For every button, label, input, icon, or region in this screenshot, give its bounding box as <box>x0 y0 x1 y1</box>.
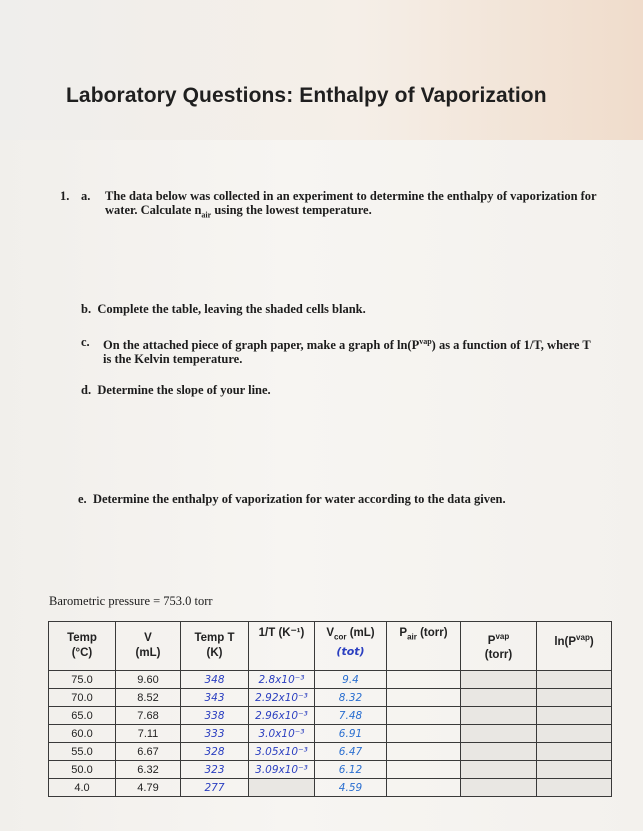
item-c-text: On the attached piece of graph paper, make a graph of $\ln(P^{vap})$ as a function of 1/T, where T is the Kelvin temperature. <box>103 337 591 367</box>
cell-ln-pvap <box>537 761 612 779</box>
header-volume: V (mL) <box>116 622 181 671</box>
cell-pvap <box>461 707 537 725</box>
cell-inverse-t <box>249 779 315 797</box>
cell-temp-c: 4.0 <box>49 779 116 797</box>
cell-volume: 7.11 <box>116 725 181 743</box>
cell-pair <box>387 707 461 725</box>
cell-temp-c: 70.0 <box>49 689 116 707</box>
cell-ln-pvap <box>537 671 612 689</box>
header-inverse-t: 1/T (K⁻¹) <box>249 622 315 671</box>
cell-pair <box>387 671 461 689</box>
item-e: e. Determine the enthalpy of vaporization for water according to the data given. <box>78 492 506 506</box>
cell-ln-pvap <box>537 689 612 707</box>
barometric-pressure: Barometric pressure = 753.0 torr <box>49 594 213 608</box>
cell-ln-pvap <box>537 707 612 725</box>
cell-temp-c: 60.0 <box>49 725 116 743</box>
cell-volume: 8.52 <box>116 689 181 707</box>
cell-pair <box>387 779 461 797</box>
cell-vcor: 6.91 <box>315 725 387 743</box>
cell-ln-pvap <box>537 743 612 761</box>
cell-temp-c: 50.0 <box>49 761 116 779</box>
data-table <box>48 621 612 797</box>
cell-volume: 6.32 <box>116 761 181 779</box>
cell-temp-k: 277 <box>181 779 249 797</box>
item-b: b. Complete the table, leaving the shaded cells blank. <box>81 302 366 316</box>
cell-pvap <box>461 761 537 779</box>
cell-ln-pvap <box>537 779 612 797</box>
header-vcor: $V_{cor}$ (mL) (tot) <box>315 622 387 671</box>
cell-pvap <box>461 743 537 761</box>
item-d: d. Determine the slope of your line. <box>81 383 271 397</box>
header-pair: $P_{air}$ (torr) <box>387 622 461 671</box>
table-row <box>49 725 612 743</box>
cell-temp-k: 338 <box>181 707 249 725</box>
table-header-row <box>49 622 612 671</box>
cell-inverse-t: 2.92x10⁻³ <box>249 689 315 707</box>
table-row <box>49 761 612 779</box>
question-number: 1. <box>60 189 70 203</box>
cell-volume: 9.60 <box>116 671 181 689</box>
table-row <box>49 671 612 689</box>
table-row <box>49 779 612 797</box>
cell-pvap <box>461 671 537 689</box>
cell-pair <box>387 743 461 761</box>
header-ln-pvap: $\ln(P^{vap})$ <box>537 622 612 671</box>
cell-vcor: 6.12 <box>315 761 387 779</box>
cell-temp-c: 55.0 <box>49 743 116 761</box>
header-pvap: $P^{vap}$ (torr) <box>461 622 537 671</box>
header-temp-k: Temp T (K) <box>181 622 249 671</box>
cell-vcor: 9.4 <box>315 671 387 689</box>
cell-temp-k: 323 <box>181 761 249 779</box>
cell-pair <box>387 761 461 779</box>
cell-temp-c: 75.0 <box>49 671 116 689</box>
cell-volume: 4.79 <box>116 779 181 797</box>
cell-vcor: 4.59 <box>315 779 387 797</box>
header-shade <box>0 0 643 140</box>
header-temp-c: Temp (°C) <box>49 622 116 671</box>
item-a-label: a. <box>81 189 91 203</box>
cell-temp-k: 333 <box>181 725 249 743</box>
cell-vcor: 8.32 <box>315 689 387 707</box>
cell-inverse-t: 2.8x10⁻³ <box>249 671 315 689</box>
cell-pvap <box>461 779 537 797</box>
cell-vcor: 7.48 <box>315 707 387 725</box>
page-title: Laboratory Questions: Enthalpy of Vaporization <box>66 84 547 107</box>
table-row <box>49 689 612 707</box>
cell-vcor: 6.47 <box>315 743 387 761</box>
cell-ln-pvap <box>537 725 612 743</box>
vcor-handwritten-note: (tot) <box>336 645 365 659</box>
cell-temp-k: 348 <box>181 671 249 689</box>
cell-inverse-t: 2.96x10⁻³ <box>249 707 315 725</box>
cell-inverse-t: 3.09x10⁻³ <box>249 761 315 779</box>
cell-inverse-t: 3.0x10⁻³ <box>249 725 315 743</box>
cell-temp-c: 65.0 <box>49 707 116 725</box>
cell-pvap <box>461 725 537 743</box>
table-row <box>49 743 612 761</box>
cell-inverse-t: 3.05x10⁻³ <box>249 743 315 761</box>
table-row <box>49 707 612 725</box>
cell-pvap <box>461 689 537 707</box>
cell-temp-k: 328 <box>181 743 249 761</box>
cell-temp-k: 343 <box>181 689 249 707</box>
cell-pair <box>387 689 461 707</box>
cell-volume: 7.68 <box>116 707 181 725</box>
item-c-label: c. <box>81 335 90 349</box>
cell-volume: 6.67 <box>116 743 181 761</box>
cell-pair <box>387 725 461 743</box>
item-a-text: The data below was collected in an experiment to determine the enthalpy of vaporization for water. Calculate $n_{air}$ using the lowest temperature. <box>105 189 597 220</box>
